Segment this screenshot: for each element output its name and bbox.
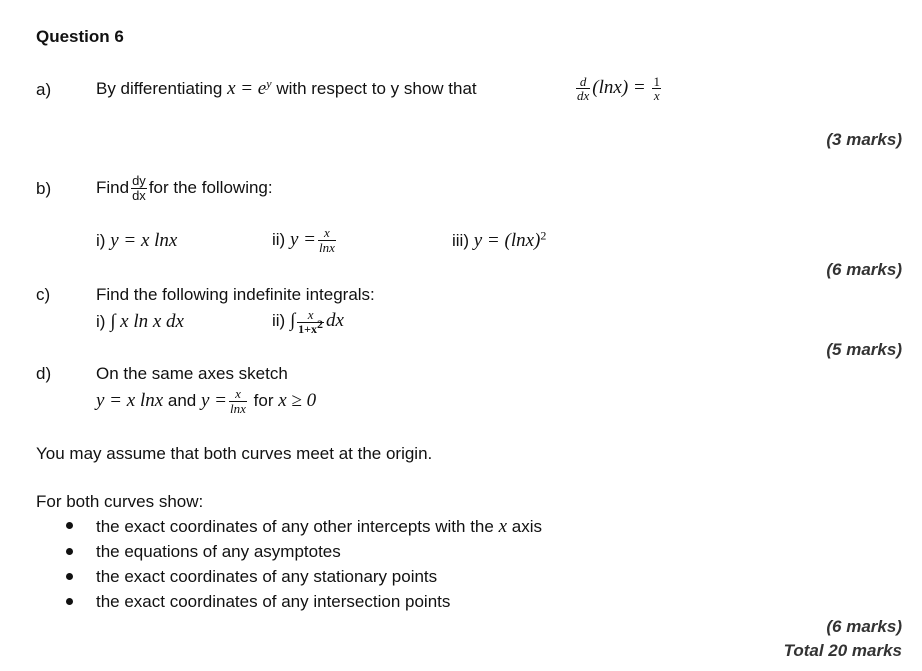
part-b-iii-expr: y = (lnx) xyxy=(473,230,541,251)
part-c-ii-dx: dx xyxy=(326,310,344,331)
part-b-label: b) xyxy=(36,179,52,198)
assumption-text: You may assume that both curves meet at the origin. xyxy=(36,444,433,463)
part-a-result-num: 1 xyxy=(653,73,660,89)
part-d-and: and xyxy=(167,391,197,410)
part-b-ii-num: x xyxy=(318,226,336,241)
part-a-d-num: d xyxy=(576,75,590,90)
bullet-dot xyxy=(66,522,73,529)
bullet-var: x xyxy=(498,516,508,537)
part-d-eq1: y = x lnx xyxy=(96,390,164,411)
part-d-equations xyxy=(96,381,316,421)
question-title: Question 6 xyxy=(36,27,124,46)
show-intro: For both curves show: xyxy=(36,492,204,511)
part-b-i-expr: y = x lnx xyxy=(110,230,178,251)
part-c-ii-label: ii) xyxy=(272,311,286,330)
part-a-marks: (3 marks) xyxy=(826,130,902,149)
part-d-eq2-den: lnx xyxy=(230,401,246,417)
part-a-eq-x: x xyxy=(227,78,236,99)
part-c-label: c) xyxy=(36,285,51,304)
bullet-dot xyxy=(66,598,73,605)
part-c-item-ii xyxy=(272,302,344,340)
part-a-label: a) xyxy=(36,80,52,99)
bullet-item: the exact coordinates of any intersection points xyxy=(96,592,451,611)
part-b-statement xyxy=(96,170,273,206)
part-c-ii-num: x xyxy=(297,308,324,323)
part-d-marks: (6 marks) xyxy=(826,617,902,636)
part-b-ii-lhs: y = xyxy=(289,229,316,250)
part-a-result-den: x xyxy=(653,88,660,104)
bullet-text: the exact coordinates of any other intercepts with the xyxy=(96,517,494,536)
part-c-text: Find the following indefinite integrals: xyxy=(96,285,375,304)
part-a-text-2: with respect to y show that xyxy=(276,79,477,98)
part-b-dy: dy xyxy=(132,173,146,189)
part-b-ii-den: lnx xyxy=(318,240,335,256)
part-d-cond-for: for xyxy=(253,391,274,410)
part-b-dx: dx xyxy=(132,188,146,204)
part-b-iii-pow: 2 xyxy=(540,228,547,243)
part-d-text: On the same axes sketch xyxy=(96,364,288,383)
part-c-i-label: i) xyxy=(96,312,106,331)
part-d-label: d) xyxy=(36,364,52,383)
part-d-eq2-lhs: y = xyxy=(201,390,228,411)
part-b-item-iii xyxy=(452,228,547,251)
part-b-find: Find xyxy=(96,178,130,197)
part-b-ii-label: ii) xyxy=(272,230,286,249)
total-marks: Total 20 marks xyxy=(783,641,902,660)
part-b-marks: (6 marks) xyxy=(826,260,902,279)
bullet-text-post: axis xyxy=(511,517,542,536)
part-a-eq-exp: y xyxy=(266,76,272,91)
bullet-item: the equations of any asymptotes xyxy=(96,542,341,561)
part-c-ii-int: ∫ xyxy=(289,310,296,331)
part-b-item-i xyxy=(96,231,177,250)
part-c-i-expr: ∫ x ln x dx xyxy=(110,311,184,332)
part-d-cond: x ≥ 0 xyxy=(278,390,317,411)
bullet-dot xyxy=(66,573,73,580)
part-a-text-1: By differentiating xyxy=(96,79,223,98)
part-c-ii-den-pow: 2 xyxy=(317,316,324,331)
bullet-item: the exact coordinates of any stationary points xyxy=(96,567,438,586)
part-c-item-i xyxy=(96,312,184,331)
part-a-statement xyxy=(96,73,477,105)
part-b-iii-label: iii) xyxy=(452,231,469,250)
bullet-dot xyxy=(66,548,73,555)
bullet-item xyxy=(96,517,542,536)
part-b-item-ii xyxy=(272,220,338,260)
part-a-derivative xyxy=(574,70,663,106)
part-b-i-label: i) xyxy=(96,231,106,250)
part-a-eq-rel: = e xyxy=(240,78,267,99)
part-c-ii-den: 1+x xyxy=(298,321,318,336)
part-c-marks: (5 marks) xyxy=(826,340,902,359)
part-a-expr: (lnx) = xyxy=(592,77,646,98)
part-d-eq2-num: x xyxy=(229,387,247,402)
part-a-d-den: dx xyxy=(577,88,590,104)
part-b-for-following: for the following: xyxy=(148,178,273,197)
